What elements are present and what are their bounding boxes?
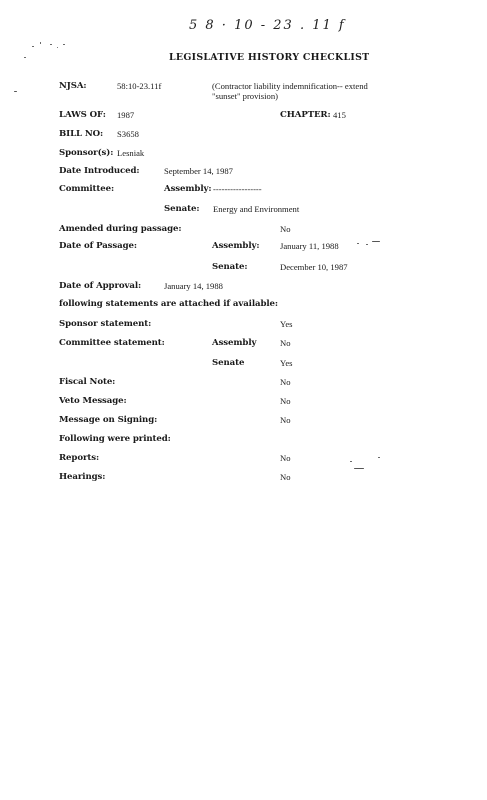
message-on-signing-value: No (280, 415, 291, 425)
bill-no-value: S3658 (117, 129, 139, 139)
passage-senate-value: December 10, 1987 (280, 262, 348, 272)
hearings-label: Hearings: (59, 472, 106, 482)
chapter-value: 415 (333, 110, 346, 120)
sponsor-statement-label: Sponsor statement: (59, 319, 152, 329)
page-title: LEGISLATIVE HISTORY CHECKLIST (169, 52, 370, 63)
njsa-label: NJSA: (59, 81, 87, 91)
committee-statement-assembly-label: Assembly (212, 338, 257, 348)
committee-assembly-label: Assembly: (164, 184, 212, 194)
scan-speck (372, 241, 380, 242)
committee-label: Committee: (59, 184, 115, 194)
passage-assembly-value: January 11, 1988 (280, 241, 339, 251)
passage-assembly-label: Assembly: (212, 241, 260, 251)
scan-speck (63, 44, 65, 45)
scan-speck (24, 57, 26, 58)
message-on-signing-label: Message on Signing: (59, 415, 158, 425)
committee-statement-senate-value: Yes (280, 358, 293, 368)
committee-statement-assembly-value: No (280, 338, 291, 348)
date-of-approval-label: Date of Approval: (59, 281, 142, 291)
scan-speck (366, 244, 368, 245)
sponsor-statement-value: Yes (280, 319, 293, 329)
scan-speck (32, 46, 34, 47)
sponsors-label: Sponsor(s): (59, 148, 114, 158)
njsa-value: 58:10-23.11f (117, 81, 162, 91)
njsa-description-line2: "sunset" provision) (212, 91, 278, 101)
njsa-description-line1: (Contractor liability indemnification-- extend (212, 81, 368, 91)
hearings-value: No (280, 472, 291, 482)
reports-label: Reports: (59, 453, 100, 463)
scan-speck (350, 461, 352, 462)
date-of-passage-label: Date of Passage: (59, 241, 137, 251)
veto-message-value: No (280, 396, 291, 406)
fiscal-note-value: No (280, 377, 291, 387)
fiscal-note-label: Fiscal Note: (59, 377, 116, 387)
amended-label: Amended during passage: (59, 224, 182, 234)
attached-statements-heading: following statements are attached if available: (59, 299, 278, 309)
date-of-approval-value: January 14, 1988 (164, 281, 223, 291)
scan-speck (57, 47, 58, 48)
scan-speck (40, 42, 41, 44)
sponsors-value: Lesniak (117, 148, 145, 158)
scan-speck (14, 91, 17, 92)
scan-speck (357, 243, 359, 244)
handwritten-code: 5 8 · 10 - 23 . 11 f (189, 18, 346, 33)
scan-speck (50, 44, 52, 45)
scan-speck (354, 468, 364, 469)
scan-speck (378, 457, 380, 458)
date-introduced-value: September 14, 1987 (164, 166, 233, 176)
amended-value: No (280, 224, 291, 234)
printed-heading: Following were printed: (59, 434, 171, 444)
chapter-label: CHAPTER: (280, 110, 331, 120)
committee-assembly-value: ----------------- (213, 184, 262, 194)
committee-senate-value: Energy and Environment (213, 204, 300, 214)
laws-of-value: 1987 (117, 110, 135, 120)
committee-senate-label: Senate: (164, 204, 200, 214)
passage-senate-label: Senate: (212, 262, 248, 272)
laws-of-label: LAWS OF: (59, 110, 106, 120)
committee-statement-label: Committee statement: (59, 338, 165, 348)
reports-value: No (280, 453, 291, 463)
bill-no-label: BILL NO: (59, 129, 104, 139)
veto-message-label: Veto Message: (59, 396, 127, 406)
committee-statement-senate-label: Senate (212, 358, 245, 368)
date-introduced-label: Date Introduced: (59, 166, 140, 176)
